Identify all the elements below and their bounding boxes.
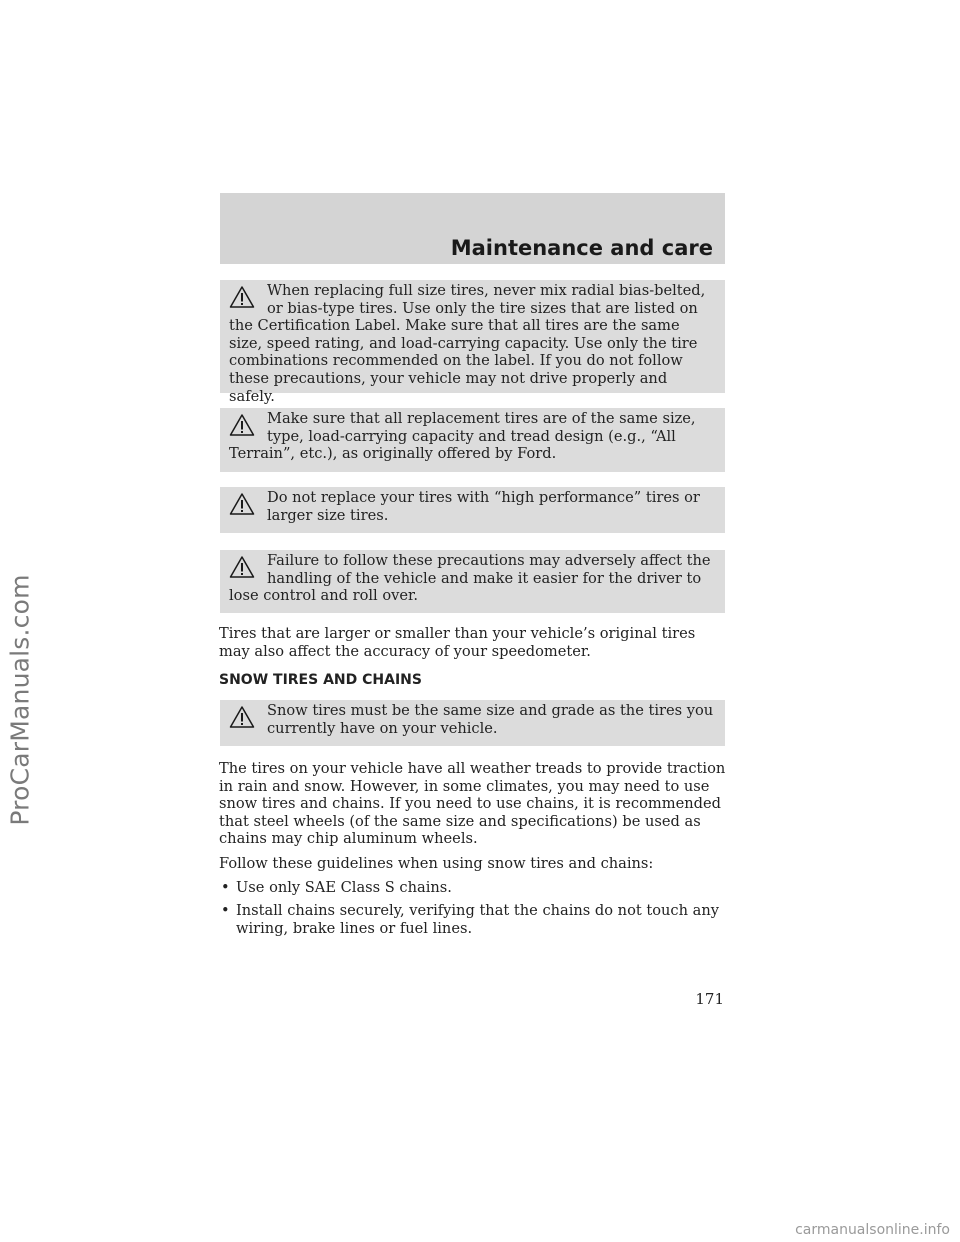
warning-box-high-performance [220,487,725,533]
snow-intro-paragraph: The tires on your vehicle have all weather treads to provide traction in rain and snow. However, in some climates, you may need to use snow tires and chains. If you need to use chains, it is recommended that steel wheels (of the same size and specifications) be used as chains may chip aluminum wheels. [219,760,726,848]
bullet-text: Use only SAE Class S chains. [236,879,452,896]
warning-box-replacement-tires [220,408,725,472]
warning-box-precautions [220,550,725,613]
warning-text: Snow tires must be the same size and grade as the tires you currently have on your vehicle. [267,702,714,737]
side-watermark [0,0,36,1242]
bullet-text: Install chains securely, verifying that the chains do not touch any wiring, brake lines or fuel lines. [236,902,719,937]
footer-watermark: carmanualsonline.info [795,1222,950,1238]
section-title: Maintenance and care [450,236,713,260]
warning-triangle-icon [229,285,255,309]
warning-triangle-icon [229,705,255,729]
page-number: 171 [695,990,724,1008]
warning-triangle-icon [229,555,255,579]
warning-triangle-icon [229,492,255,516]
section-header-band [220,193,725,264]
warning-text: Make sure that all replacement tires are of the same size, type, load-carrying capacity and tread design (e.g., “All Terrain”, etc.), as originally offered by Ford. [229,410,696,463]
warning-box-snow-tires [220,700,725,746]
side-watermark-text: ProCarManuals.com [5,574,35,826]
bullet-item [219,879,729,897]
snow-tires-heading: SNOW TIRES AND CHAINS [219,672,422,688]
speedometer-paragraph: Tires that are larger or smaller than your vehicle’s original tires may also affect the accuracy of your speedometer. [219,625,696,660]
guidelines-paragraph: Follow these guidelines when using snow tires and chains: [219,855,654,872]
bullet-item [219,902,729,937]
warning-text: When replacing full size tires, never mix radial bias-belted, or bias-type tires. Use only the tire sizes that are listed on the Certification Label. Make sure that all tires are the same size, speed rating, and load-carrying capacity. Use only the tire combinations recommended on the label. If you do not follow these precautions, your vehicle may not drive properly and safely. [229,282,706,405]
warning-box-mixing-tires [220,280,725,405]
warning-triangle-icon [229,413,255,437]
warning-text: Failure to follow these precautions may adversely affect the handling of the vehicle and make it easier for the driver to lose control and roll over. [229,552,711,605]
bullet-dot: • [221,879,230,896]
warning-text: Do not replace your tires with “high performance” tires or larger size tires. [267,489,700,524]
bullet-dot: • [221,902,230,919]
